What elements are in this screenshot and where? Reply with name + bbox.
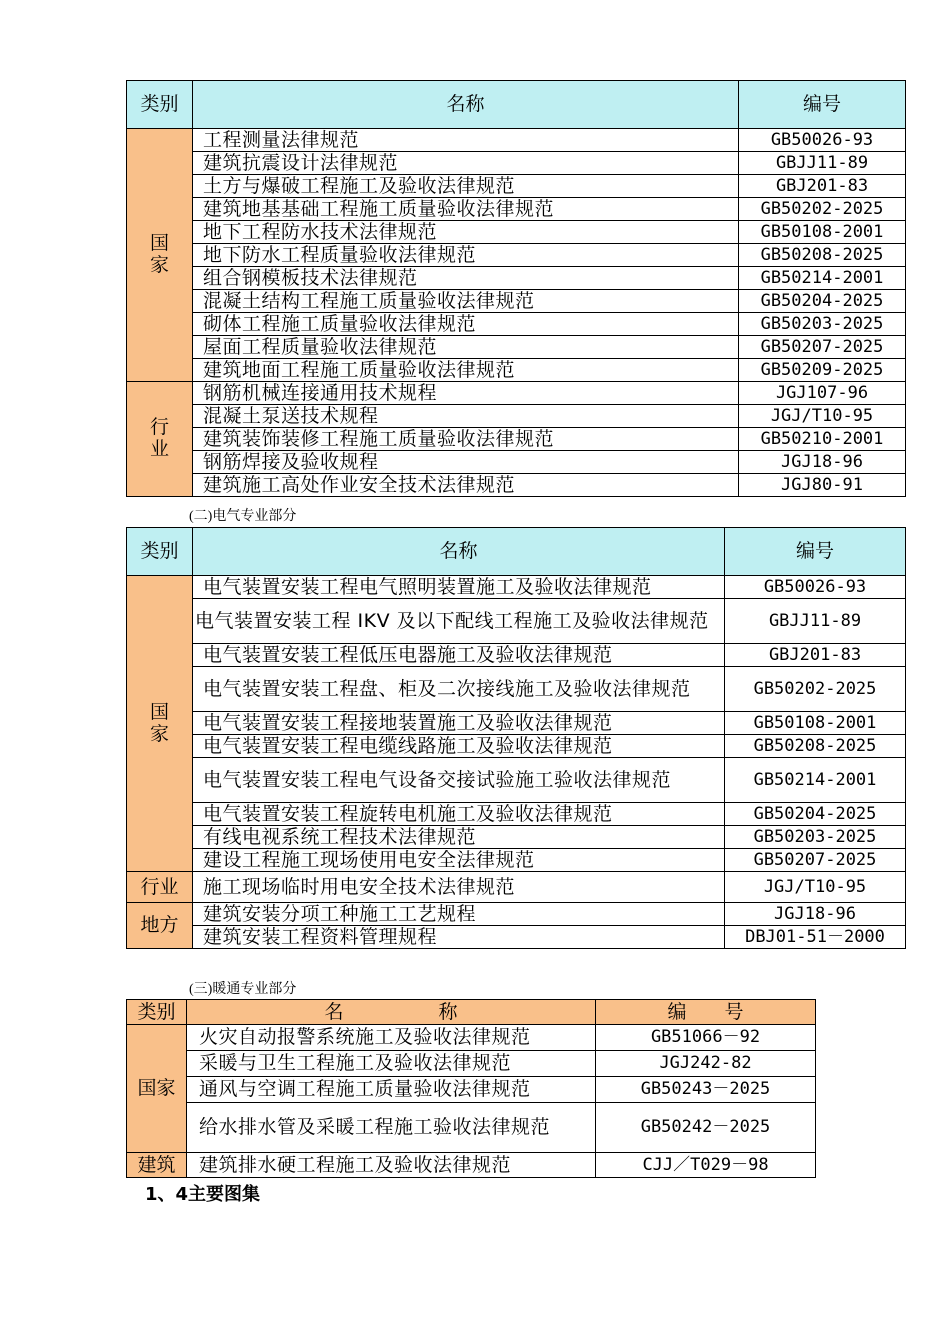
- table-row: [127, 803, 906, 826]
- table-header-row: [127, 81, 906, 129]
- standard-name: 电气装置安装工程电缆线路施工及验收法律规范: [193, 735, 725, 758]
- table-header-row: [127, 1000, 816, 1025]
- header-code: 编号: [725, 528, 906, 576]
- section-heading-drawings: 1、4主要图集: [145, 1184, 261, 1205]
- table-row: [127, 175, 906, 198]
- table-row: [127, 1103, 816, 1153]
- category-label: 建筑: [137, 1153, 176, 1176]
- table-row: [127, 872, 906, 903]
- table-row: [127, 152, 906, 175]
- table-row: [127, 735, 906, 758]
- standard-name: 钢筋焊接及验收规程: [193, 451, 739, 474]
- category-label: 国家: [149, 700, 169, 745]
- standard-code: GB50108-2001: [739, 221, 906, 244]
- table-row: [127, 313, 906, 336]
- category-cell: [127, 1025, 187, 1153]
- standard-name: 砌体工程施工质量验收法律规范: [193, 313, 739, 336]
- table-row: [127, 451, 906, 474]
- standard-name: 电气装置安装工程低压电器施工及验收法律规范: [193, 644, 725, 667]
- standard-code: JGJ18-96: [739, 451, 906, 474]
- category-label: 行业: [149, 416, 169, 460]
- standard-name: 电气装置安装工程接地装置施工及验收法律规范: [193, 712, 725, 735]
- table-row: [127, 267, 906, 290]
- header-name: 名称: [193, 528, 725, 576]
- table-row: [127, 1153, 816, 1178]
- standard-code: GBJ201-83: [739, 175, 906, 198]
- standard-code: GB50203-2025: [725, 826, 906, 849]
- standard-name: 电气装置安装工程旋转电机施工及验收法律规范: [193, 803, 725, 826]
- section-label-hvac: (三)暖通专业部分: [189, 982, 297, 997]
- standard-name: 建筑安装工程资料管理规程: [193, 926, 725, 949]
- category-cell: [127, 129, 193, 382]
- standard-code: GB50207-2025: [725, 849, 906, 872]
- header-name: 名称: [193, 81, 739, 129]
- table-row: [127, 336, 906, 359]
- standard-name: 地下防水工程质量验收法律规范: [193, 244, 739, 267]
- standard-code: JGJ18-96: [725, 903, 906, 926]
- standard-code: GB50026-93: [739, 129, 906, 152]
- standard-code: GB50202-2025: [739, 198, 906, 221]
- standard-name: 混凝土结构工程施工质量验收法律规范: [193, 290, 739, 313]
- table-row: [127, 1077, 816, 1103]
- standard-name: 有线电视系统工程技术法律规范: [193, 826, 725, 849]
- table-row: [127, 758, 906, 803]
- header-code: 编 号: [596, 1000, 816, 1025]
- standard-code: GB50026-93: [725, 576, 906, 599]
- standard-name: 建筑抗震设计法律规范: [193, 152, 739, 175]
- category-cell: [127, 903, 193, 949]
- standards-table-general: [126, 80, 906, 497]
- standard-code: GB50202-2025: [725, 667, 906, 712]
- table-row: [127, 382, 906, 405]
- standards-table-electrical: [126, 527, 906, 949]
- standard-name: 组合钢模板技术法律规范: [193, 267, 739, 290]
- table-row: [127, 244, 906, 267]
- header-category: 类别: [127, 528, 193, 576]
- table-row: [127, 926, 906, 949]
- standard-name: 建筑排水硬工程施工及验收法律规范: [187, 1153, 596, 1178]
- category-label: 地方: [140, 914, 179, 936]
- category-cell: [127, 1153, 187, 1178]
- table-row: [127, 129, 906, 152]
- standard-name: 地下工程防水技术法律规范: [193, 221, 739, 244]
- category-cell: [127, 576, 193, 872]
- standard-code: GB50208-2025: [739, 244, 906, 267]
- standard-name: 火灾自动报警系统施工及验收法律规范: [187, 1025, 596, 1051]
- standard-code: GB50243－2025: [596, 1077, 816, 1103]
- standard-code: GB50207-2025: [739, 336, 906, 359]
- category-label: 国家: [137, 1077, 176, 1099]
- header-name: 名 称: [187, 1000, 596, 1025]
- table-row: [127, 849, 906, 872]
- standard-name: 钢筋机械连接通用技术规程: [193, 382, 739, 405]
- table-row: [127, 428, 906, 451]
- table-row: [127, 198, 906, 221]
- standard-code: GB50203-2025: [739, 313, 906, 336]
- standard-name: 电气装置安装工程电气设备交接试验施工验收法律规范: [193, 758, 725, 803]
- category-label: 行业: [140, 875, 179, 898]
- standard-name: 通风与空调工程施工质量验收法律规范: [187, 1077, 596, 1103]
- standard-name: 建筑安装分项工种施工工艺规程: [193, 903, 725, 926]
- standard-code: CJJ／T029－98: [596, 1153, 816, 1178]
- standard-name: 工程测量法律规范: [193, 129, 739, 152]
- table-row: [127, 1051, 816, 1077]
- table-row: [127, 826, 906, 849]
- standard-name: 电气装置安装工程电气照明装置施工及验收法律规范: [193, 576, 725, 599]
- table-row: [127, 359, 906, 382]
- table-row: [127, 221, 906, 244]
- section-label-electrical: (二)电气专业部分: [189, 509, 297, 524]
- standard-name: 建设工程施工现场使用电安全法律规范: [193, 849, 725, 872]
- standard-code: GBJ201-83: [725, 644, 906, 667]
- table-row: [127, 474, 906, 497]
- category-label: 国家: [149, 232, 169, 276]
- table-row: [127, 405, 906, 428]
- table-row: [127, 644, 906, 667]
- standard-code: GBJJ11-89: [725, 599, 906, 644]
- standard-code: GB50208-2025: [725, 735, 906, 758]
- table-row: [127, 667, 906, 712]
- standard-name: 电气装置安装工程 IKV 及以下配线工程施工及验收法律规范: [193, 599, 725, 644]
- standard-code: GB51066－92: [596, 1025, 816, 1051]
- standard-name: 屋面工程质量验收法律规范: [193, 336, 739, 359]
- standard-code: GB50210-2001: [739, 428, 906, 451]
- table-row: [127, 1025, 816, 1051]
- standard-code: GB50209-2025: [739, 359, 906, 382]
- standard-code: JGJ/T10-95: [725, 872, 906, 903]
- standard-name: 电气装置安装工程盘、柜及二次接线施工及验收法律规范: [193, 667, 725, 712]
- standard-code: JGJ/T10-95: [739, 405, 906, 428]
- table-row: [127, 599, 906, 644]
- standard-name: 给水排水管及采暖工程施工验收法律规范: [187, 1103, 596, 1153]
- standard-code: GB50204-2025: [725, 803, 906, 826]
- standards-table-hvac: [126, 999, 816, 1178]
- category-cell: [127, 872, 193, 903]
- standard-code: GB50214-2001: [725, 758, 906, 803]
- table-row: [127, 290, 906, 313]
- header-category: 类别: [127, 81, 193, 129]
- table-row: [127, 903, 906, 926]
- standard-name: 混凝土泵送技术规程: [193, 405, 739, 428]
- standard-code: DBJ01-51－2000: [725, 926, 906, 949]
- standard-name: 土方与爆破工程施工及验收法律规范: [193, 175, 739, 198]
- category-cell: [127, 382, 193, 497]
- standard-code: GB50242－2025: [596, 1103, 816, 1153]
- standard-name: 采暖与卫生工程施工及验收法律规范: [187, 1051, 596, 1077]
- standard-name: 建筑地面工程施工质量验收法律规范: [193, 359, 739, 382]
- standard-name: 建筑施工高处作业安全技术法律规范: [193, 474, 739, 497]
- standard-name: 施工现场临时用电安全技术法律规范: [193, 872, 725, 903]
- standard-name: 建筑装饰装修工程施工质量验收法律规范: [193, 428, 739, 451]
- standard-name: 建筑地基基础工程施工质量验收法律规范: [193, 198, 739, 221]
- standard-code: GB50108-2001: [725, 712, 906, 735]
- table-row: [127, 576, 906, 599]
- header-code: 编号: [739, 81, 906, 129]
- table-header-row: [127, 528, 906, 576]
- standard-code: GB50204-2025: [739, 290, 906, 313]
- standard-code: JGJ107-96: [739, 382, 906, 405]
- standard-code: GBJJ11-89: [739, 152, 906, 175]
- standard-code: GB50214-2001: [739, 267, 906, 290]
- header-category: 类别: [127, 1000, 187, 1025]
- standard-code: JGJ242-82: [596, 1051, 816, 1077]
- standard-code: JGJ80-91: [739, 474, 906, 497]
- table-row: [127, 712, 906, 735]
